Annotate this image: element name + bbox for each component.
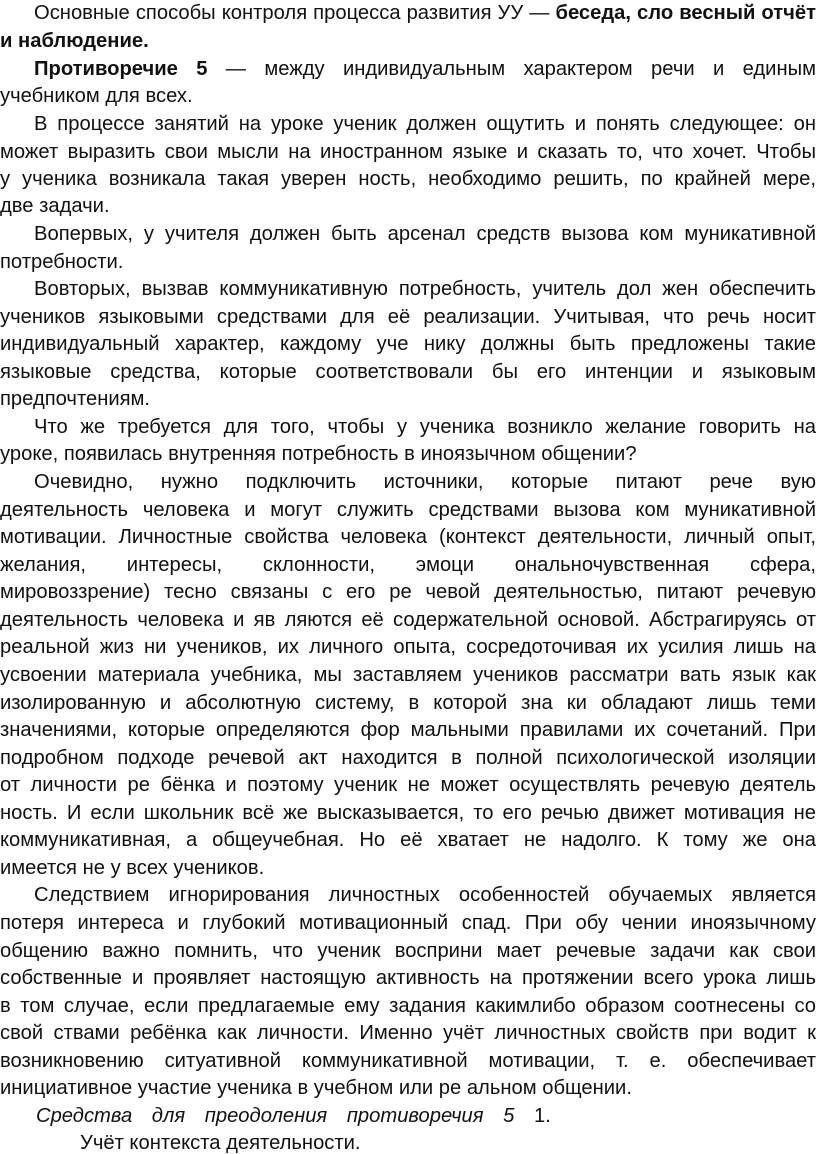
text-line: Следствием игнорирования личностных особенностей обучаемых является (34, 884, 816, 906)
text-line (0, 0, 816, 28)
text-line (0, 56, 816, 84)
text-bold: и наблюдение. (0, 30, 149, 52)
text-line: возникновению ситуативной коммуникативной мотивации, т. е. обеспечивает (0, 1050, 816, 1072)
text-line: мотивации. Личностные свойства человека (контекст деятельности, личный опыт, (0, 526, 816, 548)
text-line: потеря интереса и глубокий мотивационный спад. При обу чении иноязычному (0, 912, 816, 934)
text-line: значениями, которые определяются фор мальными правилами их сочетаний. При (0, 719, 816, 741)
text-line: предпочтениям. (0, 388, 151, 410)
text-line: усвоении материала учебника, мы заставляем учеников рассматри вать язык как (0, 664, 816, 686)
text-line: ность. И если школьник всё же высказывается, то его речью движет мотивация не (0, 802, 816, 824)
text-line: учебником для всех. (0, 85, 193, 107)
text-line: В процессе занятий на уроке ученик должен ощутить и понять следующее: он (34, 113, 816, 135)
text-line: желания, интересы, склонности, эмоци ональночувственная сфера, (0, 554, 816, 576)
text-bold: беседа, сло весный отчёт (555, 2, 816, 24)
text-line: уроке, появилась внутренняя потребность в иноязычном общении? (0, 443, 637, 465)
text-line: Вовторых, вызвав коммуникативную потребность, учитель дол жен обеспечить (34, 278, 816, 300)
text-line: может выразить свои мысли на иностранном языке и сказать то, что хочет. Чтобы (0, 141, 816, 163)
text-line: инициативное участие ученика в учебном или ре альном общении. (0, 1077, 632, 1099)
text-plain: — между индивидуальным характером речи и единым (207, 58, 816, 80)
text-line: в том случае, если предлагаемые ему задания какимлибо образом соотнесены со (0, 995, 816, 1017)
text-line: изолированную и абсолютную систему, в которой зна ки обладают лишь теми (0, 692, 816, 714)
text-line: потребности. (0, 251, 124, 273)
text-line: реальной жиз ни учеников, их личного опыта, сосредоточивая их усилия лишь на (0, 636, 816, 658)
text-line (0, 28, 816, 56)
means-heading-italic: Средства для преодоления противоречия 5 (36, 1105, 515, 1127)
contradiction-heading: Противоречие 5 (34, 58, 208, 80)
text-line: у ученика возникала такая уверен ность, необходимо решить, по крайней мере, (0, 168, 816, 190)
text-line: Очевидно, нужно подключить источники, которые питают рече вую (34, 471, 816, 493)
text-line: мировоззрение) тесно связаны с его ре чевой деятельностью, питают речевую (0, 581, 816, 603)
text-line: Вопервых, у учителя должен быть арсенал средств вызова ком муникативной (34, 223, 816, 245)
text-plain: Основные способы контроля процесса развития УУ — (34, 2, 556, 24)
text-line-final (0, 1112, 816, 1154)
text-line: учеников языковыми средствами для её реализации. Учитывая, что речь носит (0, 306, 816, 328)
text-line: подробном подходе речевой акт находится в полной психологической изоляции (0, 747, 816, 769)
text-line: свой ствами ребёнка как личности. Именно учёт личностных свойств при водит к (0, 1022, 816, 1044)
text-line: имеется не у всех учеников. (0, 857, 265, 879)
text-line: от личности ре бёнка и поэтому ученик не может осуществлять речевую деятель (0, 774, 816, 796)
text-line: две задачи. (0, 195, 110, 217)
text-line: общению важно помнить, что ученик восприни мает речевые задачи как свои (0, 940, 816, 962)
text-line: собственные и проявляет настоящую активность на протяжении всего урока лишь (0, 967, 816, 989)
text-plain: Учёт контекста деятельности. (80, 1132, 361, 1154)
text-line: индивидуальный характер, каждому уче нику должны быть предложены такие (0, 333, 816, 355)
means-heading-number: 1. (514, 1105, 551, 1127)
text-line: Что же требуется для того, чтобы у ученика возникло желание говорить на (34, 416, 816, 438)
text-line: языковые средства, которые соответствовали бы его интенции и языковым (0, 361, 816, 383)
text-line: деятельность человека и яв ляются её содержательной основой. Абстрагируясь от (0, 609, 816, 631)
text-line: коммуникативная, а общеучебная. Но её хватает не надолго. К тому же она (0, 829, 816, 851)
text-line: деятельность человека и могут служить средствами вызова ком муникативной (0, 499, 816, 521)
